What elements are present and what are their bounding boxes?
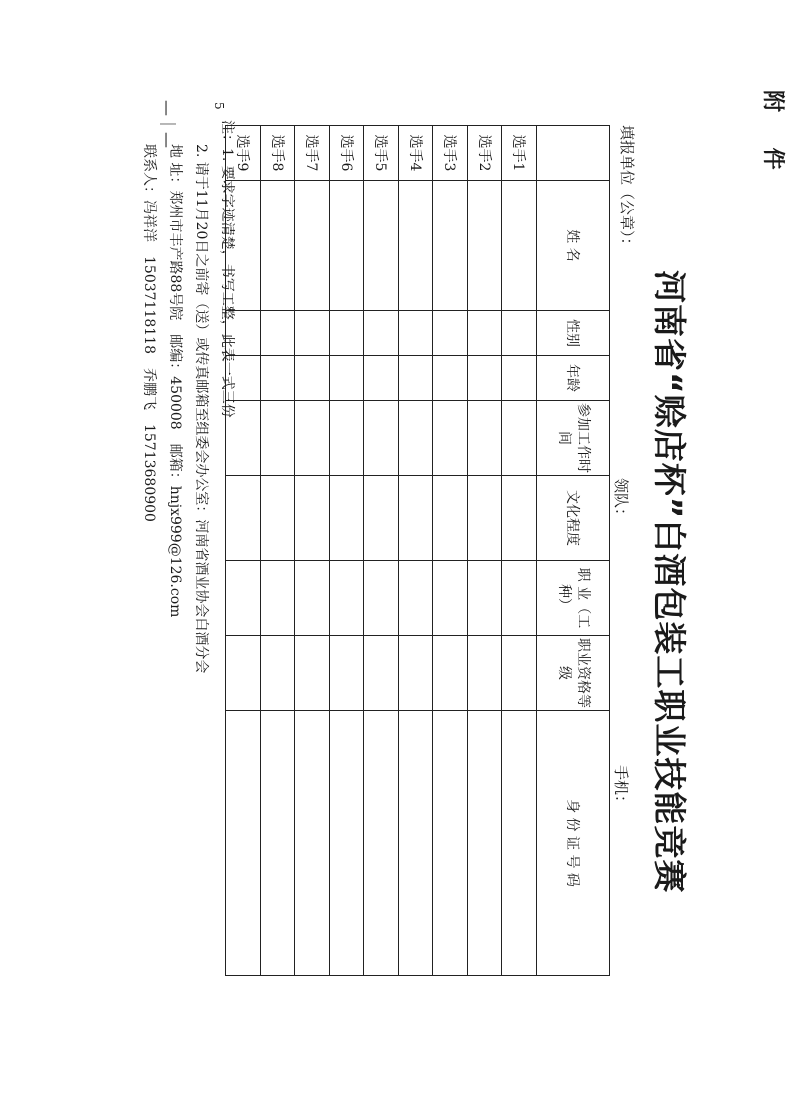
input-cell[interactable]: [330, 711, 365, 976]
input-cell[interactable]: [295, 356, 330, 401]
input-cell[interactable]: [399, 711, 434, 976]
input-cell[interactable]: [399, 476, 434, 561]
input-cell[interactable]: [502, 311, 537, 356]
table-row: [433, 126, 468, 976]
input-cell[interactable]: [433, 636, 468, 711]
input-cell[interactable]: [364, 181, 399, 311]
input-cell[interactable]: [364, 476, 399, 561]
row-label: 选手5: [364, 126, 399, 181]
header-name: 姓 名: [537, 181, 610, 311]
input-cell[interactable]: [295, 401, 330, 476]
page-title: 河南省“赊店杯”白酒包装工职业技能竞赛: [650, 270, 689, 894]
header-qualification: 职业资格等级: [537, 636, 610, 711]
header-id-number: 身 份 证 号 码: [537, 711, 610, 976]
table-row: [261, 126, 296, 976]
input-cell[interactable]: [330, 561, 365, 636]
input-cell[interactable]: [330, 401, 365, 476]
header-gender: 性别: [537, 311, 610, 356]
input-cell[interactable]: [364, 636, 399, 711]
table-row: [468, 126, 503, 976]
input-cell[interactable]: [468, 476, 503, 561]
row-label: 选手8: [261, 126, 296, 181]
input-cell[interactable]: [330, 476, 365, 561]
attachment-label: 附 件: [760, 90, 785, 184]
table-row: [399, 126, 434, 976]
row-label: 选手1: [502, 126, 537, 181]
input-cell[interactable]: [364, 711, 399, 976]
input-cell[interactable]: [330, 181, 365, 311]
input-cell[interactable]: [364, 561, 399, 636]
input-cell[interactable]: [468, 401, 503, 476]
input-cell[interactable]: [433, 476, 468, 561]
input-cell[interactable]: [261, 181, 296, 311]
registration-table: [226, 125, 611, 976]
note-2: 2. 请于11月20日之前寄（送）或传真邮箱至组委会办公室：河南省酒业协会白酒分会: [193, 144, 209, 674]
row-label: 选手2: [468, 126, 503, 181]
input-cell[interactable]: [364, 401, 399, 476]
input-cell[interactable]: [468, 636, 503, 711]
header-row: [537, 126, 610, 976]
input-cell[interactable]: [295, 561, 330, 636]
input-cell[interactable]: [468, 181, 503, 311]
input-cell[interactable]: [261, 711, 296, 976]
input-cell[interactable]: [295, 636, 330, 711]
header-occupation: 职 业（工种）: [537, 561, 610, 636]
input-cell[interactable]: [364, 311, 399, 356]
address-line: 地 址：郑州市丰产路88号院 邮编：450008 邮箱：hnjx999@126.com: [167, 144, 183, 618]
table-row: [502, 126, 537, 976]
input-cell[interactable]: [330, 356, 365, 401]
input-cell[interactable]: [261, 401, 296, 476]
input-cell[interactable]: [502, 476, 537, 561]
input-cell[interactable]: [502, 356, 537, 401]
input-cell[interactable]: [399, 636, 434, 711]
input-cell[interactable]: [502, 711, 537, 976]
input-cell[interactable]: [261, 311, 296, 356]
input-cell[interactable]: [433, 711, 468, 976]
input-cell[interactable]: [261, 636, 296, 711]
input-cell[interactable]: [261, 561, 296, 636]
input-cell[interactable]: [261, 356, 296, 401]
row-label: 选手6: [330, 126, 365, 181]
unit-label: 填报单位（公章）：: [618, 125, 636, 253]
input-cell[interactable]: [502, 181, 537, 311]
input-cell[interactable]: [330, 636, 365, 711]
header-education: 文化程度: [537, 476, 610, 561]
input-cell[interactable]: [399, 181, 434, 311]
input-cell[interactable]: [468, 711, 503, 976]
input-cell[interactable]: [295, 476, 330, 561]
table-row: [364, 126, 399, 976]
input-cell[interactable]: [433, 356, 468, 401]
input-cell[interactable]: [433, 181, 468, 311]
note-1: 注：1. 要求字迹清楚，书写工整，此表一式三份: [219, 120, 235, 418]
input-cell[interactable]: [399, 311, 434, 356]
input-cell[interactable]: [468, 561, 503, 636]
input-cell[interactable]: [433, 401, 468, 476]
input-cell[interactable]: [364, 356, 399, 401]
pen-mark: —｜—: [158, 100, 177, 149]
input-cell[interactable]: [330, 311, 365, 356]
header-corner: [537, 126, 610, 181]
table-row: [295, 126, 330, 976]
row-label: 选手3: [433, 126, 468, 181]
table-row: [330, 126, 365, 976]
input-cell[interactable]: [502, 561, 537, 636]
input-cell[interactable]: [399, 561, 434, 636]
input-cell[interactable]: [433, 561, 468, 636]
notes-section: [136, 120, 240, 673]
row-label: 选手9: [226, 126, 261, 181]
input-cell[interactable]: [295, 181, 330, 311]
input-cell[interactable]: [502, 401, 537, 476]
leader-label: 领队：: [612, 478, 630, 524]
row-label: 选手4: [399, 126, 434, 181]
input-cell[interactable]: [433, 311, 468, 356]
input-cell[interactable]: [468, 356, 503, 401]
input-cell[interactable]: [399, 401, 434, 476]
page-number: 5: [212, 102, 226, 110]
input-cell[interactable]: [399, 356, 434, 401]
contact-line: 联系人：冯祥洋 15037118118 乔鹏飞 15713680900: [141, 144, 157, 522]
input-cell[interactable]: [261, 476, 296, 561]
input-cell[interactable]: [468, 311, 503, 356]
phone-label: 手机：: [612, 765, 630, 811]
input-cell[interactable]: [226, 711, 261, 976]
row-label: 选手7: [295, 126, 330, 181]
input-cell[interactable]: [295, 711, 330, 976]
input-cell[interactable]: [295, 311, 330, 356]
header-age: 年龄: [537, 356, 610, 401]
header-work-start: 参加工作时间: [537, 401, 610, 476]
input-cell[interactable]: [502, 636, 537, 711]
